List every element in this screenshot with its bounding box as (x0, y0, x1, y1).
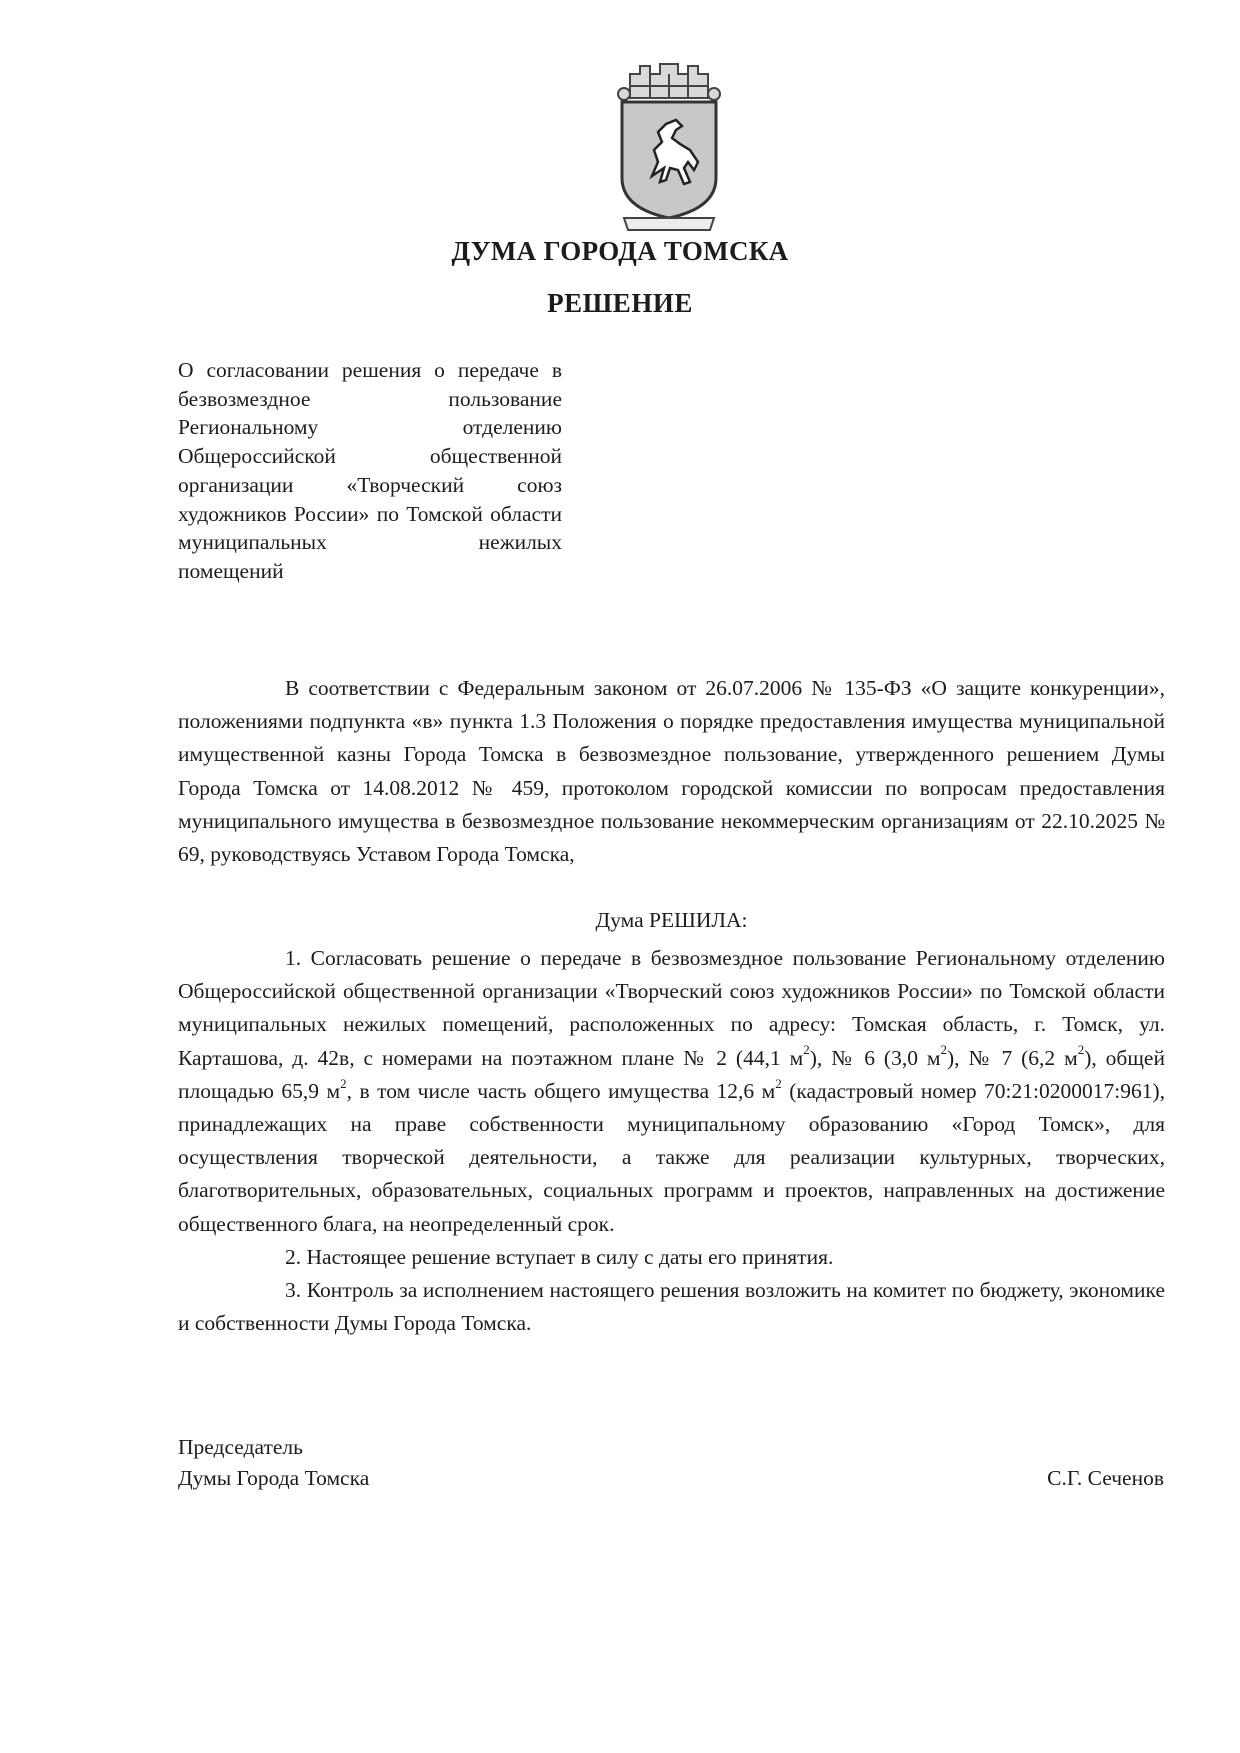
resolved-heading (178, 904, 1165, 937)
resolution-item-3: 3. Контроль за исполнением настоящего решения возложить на комитет по бюджету, экономике и собственности Думы Города Томска. (178, 1278, 1165, 1336)
resolution-item-1: 1. Согласовать решение о передаче в безвозмездное пользование Региональному отделению Общероссийской общественной организации «Творческий союз художников России» по Томской области муниципальных нежилых помещений, расположенных по адресу: Томская область, г. Томск, ул. Карташова, д. 42в, с номерами на поэтажном плане № 2 (44,1 $м^2$), № 6 (3,0 $м^2$), № 7 (6,2 $м^2$), общей площадью 65,9 $м^2$, в том числе часть общего имущества 12,6 $м^2$ (кадастровый номер 70:21:0200017:961), принадлежащих на праве собственности муниципальному образованию «Город Томск», для осуществления творческой деятельности, а также для реализации культурных, творческих, благотворительных, образовательных, социальных программ и проектов, направленных на достижение общественного блага, на неопределенный срок. (178, 946, 1166, 1236)
signatory-name: С.Г. Сеченов (1047, 1466, 1164, 1490)
resolution-items (178, 942, 1165, 1340)
subject-text: О согласовании решения о передаче в безвозмездное пользование Региональному отделению Общероссийской общественной организации «Творческий союз художников России» по Томской области муниципальных нежилых (178, 358, 562, 555)
signatory-position-line-1: Председатель (178, 1435, 303, 1459)
document-type-title: РЕШЕНИЕ (547, 288, 693, 318)
preamble-text: В соответствии с Федеральным законом от 26.07.2006 № 135-ФЗ «О защите конкуренции», положениями подпункта «в» пункта 1.3 Положения о порядке предоставления имущества муниципальной имущественной казны Города Томска в безвозмездное пользование, утвержденного решением Думы Города Томска от 14.08.2012 № 459, протоколом городской комиссии по вопросам предоставления муниципального имущества в безвозмездное пользование некоммерческим организациям от 22.10.2025 № 69, руководствуясь Уставом Города Томска, (178, 676, 1165, 867)
resolved-label: Дума РЕШИЛА: (595, 908, 748, 932)
organization-title: ДУМА ГОРОДА ТОМСКА (451, 236, 789, 266)
document-subject (178, 356, 562, 586)
resolution-item-2: 2. Настоящее решение вступает в силу с даты его принятия. (285, 1244, 834, 1269)
coat-of-arms-icon (614, 58, 724, 234)
preamble (178, 672, 1165, 871)
signatory-position (178, 1432, 369, 1494)
signatory-position-line-2: Думы Города Томска (178, 1466, 370, 1490)
subject-last-line: помещений (178, 558, 284, 583)
